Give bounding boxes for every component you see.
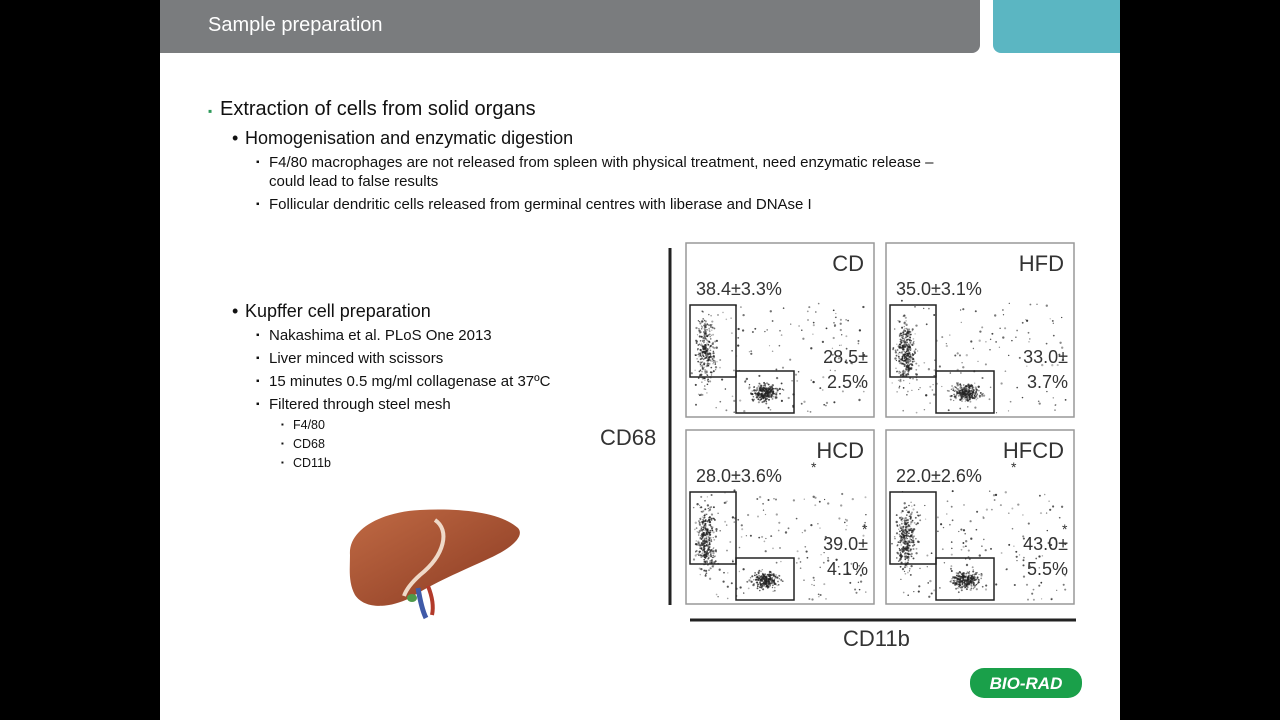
left-gate-percent: 28.0±3.6% [696,466,782,486]
liver-illustration [340,500,525,625]
x-axis-label: CD11b [843,626,910,651]
square-bullet-icon: ▪ [256,330,260,341]
section2-item: Nakashima et al. PLoS One 2013 [269,327,492,344]
flow-panel [686,243,874,417]
square-bullet-icon: ▪ [281,458,284,467]
right-gate-percent-cont: 3.7% [1026,372,1068,392]
significance-star: * [862,521,868,537]
square-bullet-icon: ▪ [256,157,260,168]
flow-panel [886,430,1074,604]
significance-star: * [1062,521,1068,537]
dot-bullet-icon: • [232,301,239,321]
section2-subitem: F4/80 [293,418,325,432]
square-bullet-icon: ▪ [281,420,284,429]
section2-item: Liver minced with scissors [269,350,444,367]
bio-rad-logo [970,668,1082,698]
section2-item: 15 minutes 0.5 mg/ml collagenase at 37ºC [269,373,551,390]
section2-item: Filtered through steel mesh [269,396,451,413]
right-gate-percent: 39.0± [823,534,868,554]
right-gate-percent-cont: 4.1% [826,559,868,579]
panel-name: HFD [1018,251,1064,276]
y-axis-label: CD68 [600,425,657,450]
slide [160,0,1120,720]
left-gate-percent: 35.0±3.1% [896,279,982,299]
left-gate-percent: 38.4±3.3% [696,279,782,299]
right-gate-percent: 33.0± [1023,347,1068,367]
dot-bullet-icon: • [232,128,239,148]
accent-tab [993,0,1120,53]
logo-text: BIO-RAD [989,674,1063,693]
right-gate-percent-cont: 2.5% [826,372,868,392]
flow-cytometry-figure [598,240,1098,660]
section1-item-cont: could lead to false results [269,173,439,190]
title-bar [160,0,980,53]
square-bullet-icon: ▪ [281,439,284,448]
section2-subitem: CD11b [293,456,331,470]
main-bullet: Extraction of cells from solid organs [220,98,536,120]
significance-star: * [1011,459,1017,475]
flow-panel [686,430,874,604]
section1-item: F4/80 macrophages are not released from spleen with physical treatment, need enzymatic release – [269,154,934,171]
flow-panel [886,243,1074,417]
section1-heading: Homogenisation and enzymatic digestion [245,128,574,148]
square-bullet-icon: ▪ [256,353,260,364]
significance-star: * [811,459,817,475]
right-gate-percent: 43.0± [1023,534,1068,554]
square-bullet-icon: ▪ [208,104,213,118]
square-bullet-icon: ▪ [256,199,260,210]
section2-subitem: CD68 [293,437,325,451]
section1-item: Follicular dendritic cells released from germinal centres with liberase and DNAse I [269,196,812,213]
square-bullet-icon: ▪ [256,376,260,387]
left-gate-percent: 22.0±2.6% [896,466,982,486]
right-gate-percent-cont: 5.5% [1026,559,1068,579]
square-bullet-icon: ▪ [256,399,260,410]
page-title: Sample preparation [208,14,383,36]
section2-heading: Kupffer cell preparation [245,301,431,321]
panel-name: HFCD [1002,438,1064,463]
panel-name: CD [832,251,864,276]
panel-name: HCD [816,438,864,463]
right-gate-percent: 28.5± [823,347,868,367]
